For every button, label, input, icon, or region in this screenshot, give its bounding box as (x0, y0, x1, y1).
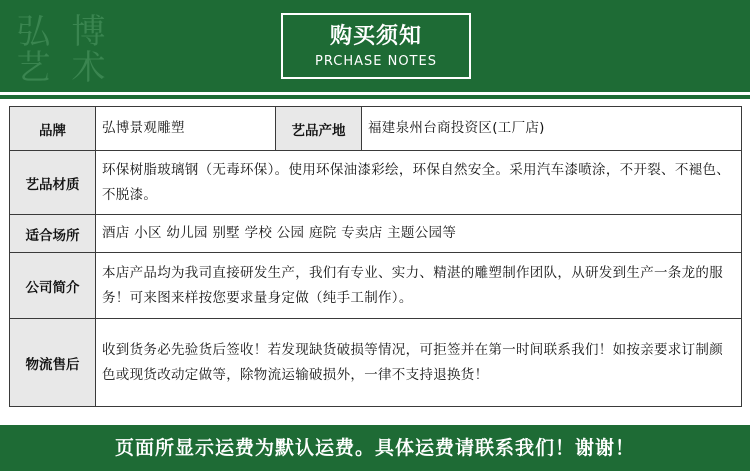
title-box (281, 13, 471, 79)
divider-line (0, 95, 750, 99)
header-banner (0, 0, 750, 92)
table-row-brand (10, 107, 742, 151)
origin-value: 福建泉州台商投资区(工厂店) (362, 107, 742, 151)
footer-banner: 页面所显示运费为默认运费。具体运费请联系我们！谢谢！ (0, 425, 750, 471)
info-table (9, 106, 742, 407)
table-row-logistics (10, 319, 742, 407)
company-value: 本店产品均为我司直接研发生产，我们有专业、实力、精湛的雕塑制作团队，从研发到生产一条龙的服务！可来图来样按您要求量身定做（纯手工制作）。 (96, 253, 742, 319)
company-label: 公司简介 (10, 253, 96, 319)
watermark-logo: 弘 博 艺 术 (16, 12, 106, 88)
table-row-company (10, 253, 742, 319)
table-row-material (10, 151, 742, 215)
table-row-venue (10, 215, 742, 253)
logistics-value: 收到货务必先验货后签收！若发现缺货破损等情况，可拒签并在第一时间联系我们！如按亲要求订制颜色或现货改动定做等，除物流运输破损外，一律不支持退换货！ (96, 319, 742, 407)
page-subtitle: PRCHASE NOTES (315, 54, 437, 69)
brand-label: 品牌 (10, 107, 96, 151)
venue-value: 酒店 小区 幼儿园 别墅 学校 公园 庭院 专卖店 主题公园等 (96, 215, 742, 253)
material-label: 艺品材质 (10, 151, 96, 215)
page-title: 购买须知 (329, 24, 422, 49)
brand-value: 弘博景观雕塑 (96, 107, 276, 151)
venue-label: 适合场所 (10, 215, 96, 253)
origin-label: 艺品产地 (276, 107, 362, 151)
logistics-label: 物流售后 (10, 319, 96, 407)
material-value: 环保树脂玻璃钢（无毒环保）。使用环保油漆彩绘，环保自然安全。采用汽车漆喷涂，不开裂、不褪色、不脱漆。 (96, 151, 742, 215)
